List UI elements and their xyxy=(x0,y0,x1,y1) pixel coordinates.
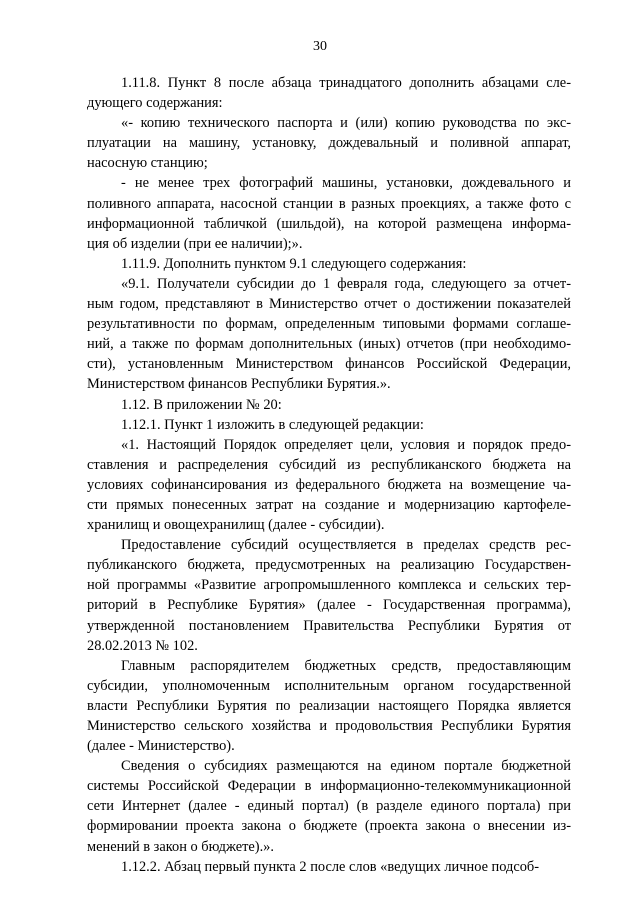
text-line: власти Республики Бурятия по реализации настоящего Порядка является xyxy=(87,697,571,714)
text-line: насосную станцию; xyxy=(87,155,208,172)
text-line: «- копию технического паспорта и (или) копию руководства по экс- xyxy=(121,115,571,132)
document-body xyxy=(87,73,571,877)
text-line: хранилищ и овощехранилищ (далее - субсидии). xyxy=(87,517,385,534)
text-line: Предоставление субсидий осуществляется в пределах средств рес- xyxy=(121,537,571,554)
paragraph xyxy=(87,254,571,274)
text-line: ставления и распределения субсидий из республиканского бюджета на xyxy=(87,456,571,473)
paragraph xyxy=(87,173,571,253)
text-line: формировании проекта закона о бюджете (проекта закона о внесении из- xyxy=(87,818,571,835)
text-line: ным годом, представляют в Министерство отчет о достижении показателей xyxy=(87,296,571,313)
text-line: системы Российской Федерации в информационно-телекоммуникационной xyxy=(87,778,571,795)
paragraph xyxy=(87,274,571,395)
text-line: 1.11.8. Пункт 8 после абзаца тринадцатого дополнить абзацами сле- xyxy=(121,75,571,91)
paragraph xyxy=(87,656,571,756)
text-line: результативности по формам, определенным типовыми формами соглаше- xyxy=(87,316,571,333)
paragraph xyxy=(87,857,571,877)
text-line: «1. Настоящий Порядок определяет цели, условия и порядок предо- xyxy=(121,436,571,453)
paragraph xyxy=(87,415,571,435)
text-line: сети Интернет (далее - единый портал) (в разделе единого портала) при xyxy=(87,798,571,815)
text-line: Главным распорядителем бюджетных средств, предоставляющим xyxy=(121,657,571,674)
text-line: Министерство сельского хозяйства и продовольствия Республики Бурятия xyxy=(87,718,571,734)
text-line: публиканского бюджета, предусмотренных на реализацию Государствен- xyxy=(87,557,571,574)
text-line: условиях софинансирования из федерального бюджета на возмещение ча- xyxy=(87,476,571,493)
text-line: «9.1. Получатели субсидии до 1 февраля года, следующего за отчет- xyxy=(121,275,571,292)
text-line: менений в закон о бюджете).». xyxy=(87,838,274,855)
text-line: 1.12.1. Пункт 1 изложить в следующей редакции: xyxy=(121,416,424,433)
text-line: - не менее трех фотографий машины, установки, дождевального и xyxy=(121,175,571,192)
text-line: плуатации на машину, установку, дождевальный и поливной аппарат, xyxy=(87,135,571,152)
text-line: 1.12.2. Абзац первый пункта 2 после слов «ведущих личное подсоб- xyxy=(121,858,540,875)
paragraph xyxy=(87,535,571,656)
text-line: ция об изделии (при ее наличии);». xyxy=(87,235,303,252)
text-line: 1.11.9. Дополнить пунктом 9.1 следующего содержания: xyxy=(121,255,467,272)
text-line: дующего содержания: xyxy=(87,95,223,112)
paragraph xyxy=(87,395,571,415)
paragraph xyxy=(87,113,571,173)
text-line: субсидии, уполномоченным исполнительным органом государственной xyxy=(87,677,571,694)
page-number: 30 xyxy=(313,39,327,54)
text-line: поливного аппарата, насосной станции в разных проекциях, а также фото с xyxy=(87,195,571,212)
text-line: 1.12. В приложении № 20: xyxy=(121,396,282,413)
text-line: ной программы «Развитие агропромышленного комплекса и сельских тер- xyxy=(87,577,571,594)
text-line: риторий в Республике Бурятия» (далее - Государственная программа), xyxy=(87,597,571,614)
text-line: Сведения о субсидиях размещаются на едином портале бюджетной xyxy=(121,758,571,775)
text-line: 28.02.2013 № 102. xyxy=(87,637,198,654)
text-line: утвержденной постановлением Правительства Республики Бурятия от xyxy=(87,617,571,634)
paragraph xyxy=(87,435,571,535)
text-line: ний, а также по формам дополнительных (иных) отчетов (при необходимо- xyxy=(87,336,571,353)
text-line: (далее - Министерство). xyxy=(87,738,235,755)
text-line: сти прямых понесенных затрат на создание и модернизацию картофеле- xyxy=(87,496,571,513)
text-line: сти), установленным Министерством финансов Российской Федерации, xyxy=(87,356,571,373)
text-line: информационной табличкой (шильдой), на которой размещена информа- xyxy=(87,215,571,232)
paragraph xyxy=(87,73,571,113)
text-line: Министерством финансов Республики Бурятия.». xyxy=(87,376,391,393)
paragraph xyxy=(87,756,571,856)
